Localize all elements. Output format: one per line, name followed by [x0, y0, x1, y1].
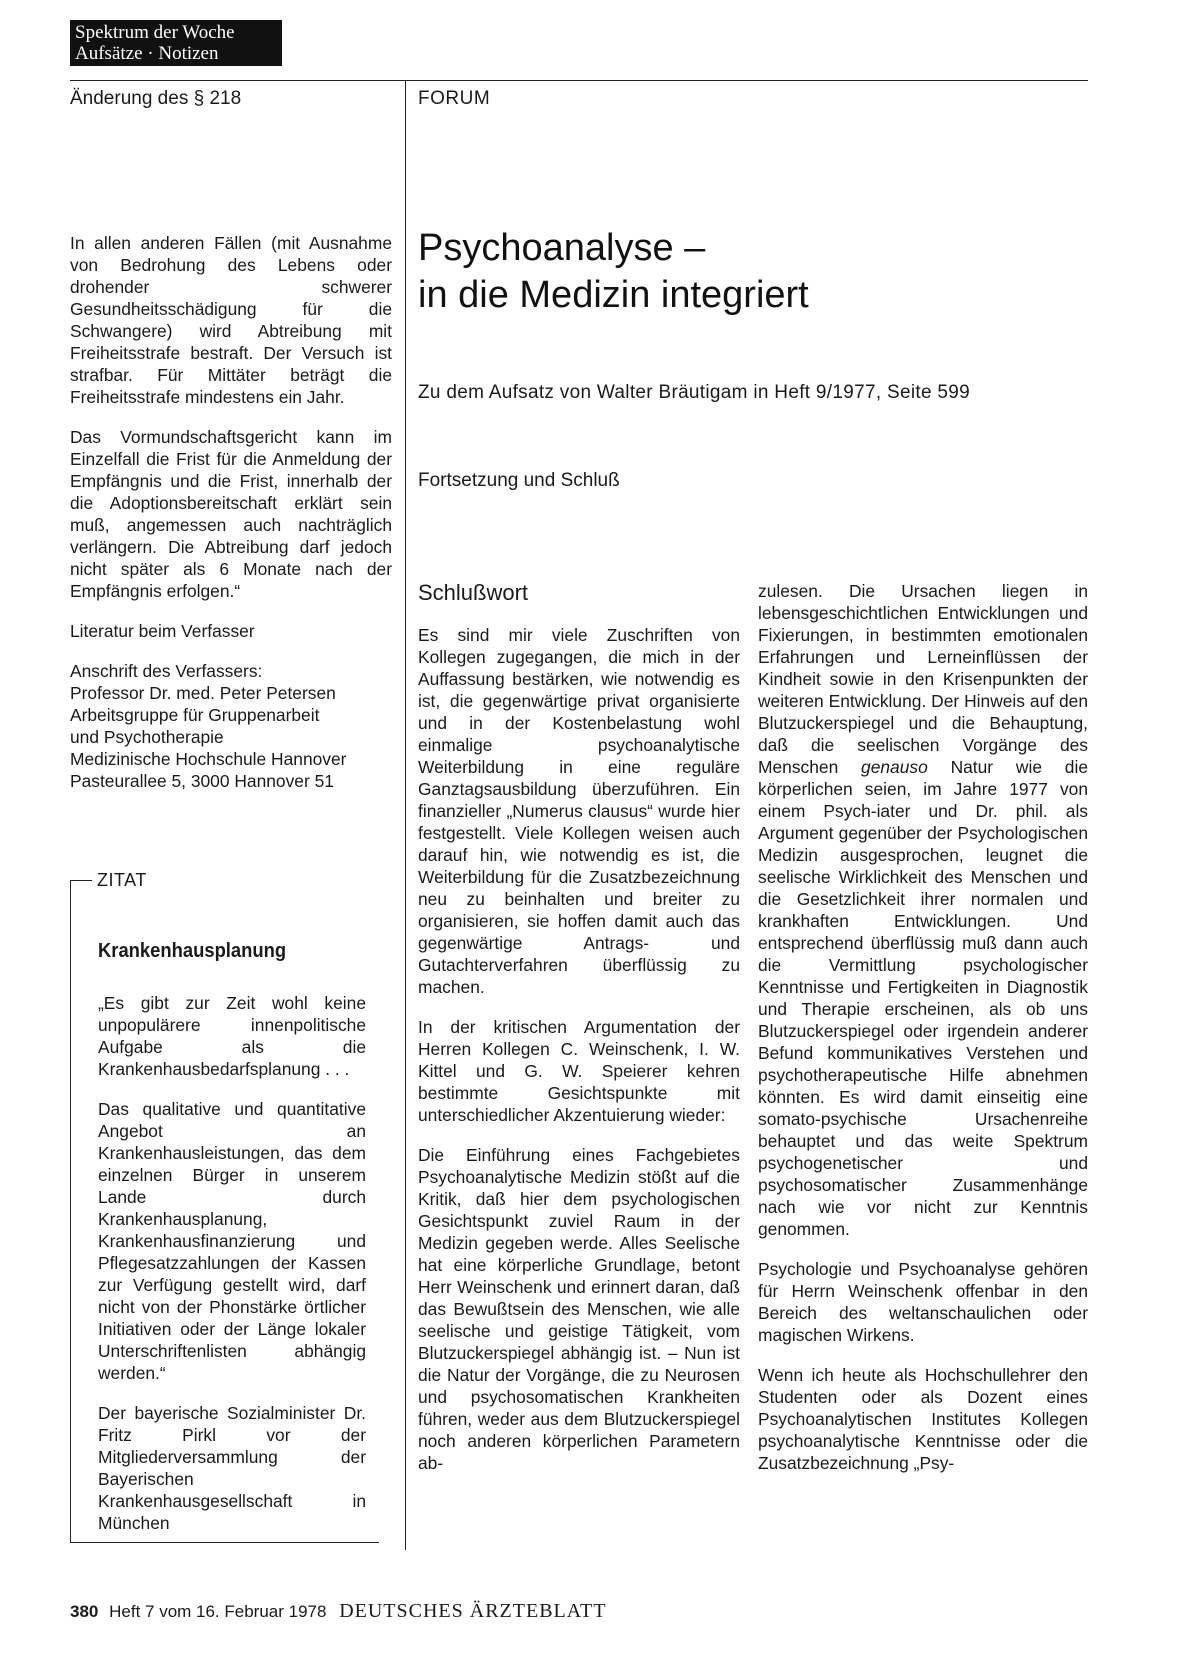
right-column	[758, 580, 1088, 1492]
address-line: Pasteurallee 5, 3000 Hannover 51	[70, 771, 334, 791]
paragraph	[758, 580, 1088, 1240]
title-line-1: Psychoanalyse –	[418, 227, 706, 269]
paragraph: Psychologie und Psychoanalyse gehören für Herrn Weinschenk offenbar in den Bereich des weltanschaulichen oder magischen Wirkens.	[758, 1259, 1088, 1345]
continuation-note: Fortsetzung und Schluß	[418, 470, 620, 491]
author-address	[70, 660, 392, 792]
text-run: Natur wie die körperlichen seien, im Jahre 1977 von einem Psych-iater und Dr. phil. als Argument gegenüber der Psychologischen Medizin ausgesprochen, leugnet die seelische Wirklichkeit des Menschen und die Gesetzlichkeit ihrer normalen und krankhaften Entwicklungen. Und entsprechend überflüssig muß dann auch die Vermittlung psychologischer Kenntnisse und Fertigkeiten in Diagnostik und Therapie erscheinen, als ob uns Blutzuckerspiegel oder irgendein anderer Befund kommunikatives Verstehen und psychotherapeutische Hilfe abnehmen könnten. Es wird damit einseitig eine somato-psychische Ursachenreihe behauptet und das weite Spektrum psychogenetischer und psychosomatischer Zusammenhänge nach wie vor nicht zur Kenntnis genommen.	[758, 757, 1088, 1239]
left-column	[70, 232, 392, 792]
badge-line-1: Spektrum der Woche	[75, 22, 235, 43]
left-heading: Änderung des § 218	[70, 88, 242, 109]
text-run: zulesen. Die Ursachen liegen in lebensgeschichtlichen Entwicklungen und Fixierungen, in bestimmten emotionalen Erfahrungen und Lerneinflüssen der Kindheit sowie in den Krisenpunkten der weiteren Entwicklung. Der Hinweis auf den Blutzuckerspiegel und die Behauptung, daß die seelischen Vorgänge des Menschen	[758, 581, 1088, 777]
top-rule	[70, 80, 1088, 81]
address-line: Medizinische Hochschule Hannover	[70, 749, 347, 769]
column-divider	[405, 80, 406, 1550]
section-badge	[70, 20, 282, 66]
paragraph: In der kritischen Argumentation der Herren Kollegen C. Weinschenk, I. W. Kittel und G. W. Speierer kehren bestimmte Gesichtspunkte mit unterschiedlicher Akzentuierung wieder:	[418, 1017, 740, 1125]
literature-note: Literatur beim Verfasser	[70, 621, 255, 641]
quote-paragraph: Das qualitative und quantitative Angebot an Krankenhausleistungen, das dem einzelnen Bürger in unserem Lande durch Krankenhausplanung, Krankenhausfinanzierung und Pflegesatzzahlungen der Kassen zur Verfügung gestellt wird, darf nicht von der Phonstärke örtlicher Initiativen oder der Länge lokaler Unterschriftenlisten abhängig werden.“	[98, 1099, 366, 1383]
paragraph: Wenn ich heute als Hochschullehrer den Studenten oder als Dozent eines Psychoanalytischen Institutes Kollegen psychoanalytische Kenntnisse oder die Zusatzbezeichnung „Psy-	[758, 1365, 1088, 1473]
address-line: Arbeitsgruppe für Gruppenarbeit	[70, 705, 320, 725]
paragraph: Die Einführung eines Fachgebietes Psychoanalytische Medizin stößt auf die Kritik, daß hier dem psychologischen Gesichtspunkt zuviel Raum in der Medizin gegeben werde. Alles Seelische hat eine körperliche Grundlage, betont Herr Weinschenk und erinnert daran, daß das Bewußtsein des Menschen, wie alle seelische und geistige Tätigkeit, vom Blutzuckerspiegel abhängig ist. – Nun ist die Natur der Vorgänge, die zu Neurosen und psychosomatischen Krankheiten führen, weder aus dem Blutzuckerspiegel noch anderen körperlichen Parametern ab-	[418, 1145, 740, 1473]
middle-column	[418, 624, 740, 1492]
quote-box-top-rule	[70, 880, 92, 881]
section-heading: Schlußwort	[418, 580, 529, 605]
emphasis: genauso	[861, 757, 928, 777]
paragraph: In allen anderen Fällen (mit Ausnahme von Bedrohung des Lebens oder drohender schwerer Gesundheitsschädigung für die Schwangere) wird Abtreibung mit Freiheitsstrafe bestraft. Der Versuch ist strafbar. Für Mittäter beträgt die Freiheitsstrafe mindestens ein Jahr.	[70, 233, 392, 407]
badge-line-2: Aufsätze · Notizen	[75, 43, 219, 64]
address-line: Professor Dr. med. Peter Petersen	[70, 683, 336, 703]
paragraph: Es sind mir viele Zuschriften von Kollegen zugegangen, die mich in der Auffassung bestärken, wie notwendig es ist, die gegenwärtige privat organisierte und in der Kostenbelastung wohl einmalige psychoanalytische Weiterbildung in eine reguläre Ganztagsausbildung überzuführen. Ein finanzieller „Numerus clausus“ wurde hier festgestellt. Viele Kollegen weisen auch darauf hin, wie notwendig es ist, die Weiterbildung für die Zusatzbezeichnung neu zu beinhalten und breiter zu organisieren, sie hoffen damit auch das gegenwärtige Antrags- und Gutachterverfahren überflüssig zu machen.	[418, 625, 740, 997]
magazine-name: DEUTSCHES ÄRZTEBLATT	[339, 1600, 607, 1622]
article-title	[418, 225, 1038, 319]
quote-label: ZITAT	[97, 870, 147, 890]
quote-attribution: Der bayerische Sozialminister Dr. Fritz Pirkl vor der Mitgliederversammlung der Bayerischen Krankenhausgesellschaft in München	[98, 1403, 366, 1533]
article-subtitle: Zu dem Aufsatz von Walter Bräutigam in Heft 9/1977, Seite 599	[418, 382, 970, 403]
section-label: FORUM	[418, 88, 491, 109]
quote-heading: Krankenhausplanung	[98, 940, 287, 962]
title-line-2: in die Medizin integriert	[418, 274, 809, 316]
issue-info: Heft 7 vom 16. Februar 1978	[109, 1602, 327, 1621]
quote-paragraph: „Es gibt zur Zeit wohl keine unpopulärere innenpolitische Aufgabe als die Krankenhausbedarfsplanung . . .	[98, 993, 366, 1079]
page-number: 380	[70, 1602, 99, 1621]
address-line: und Psychotherapie	[70, 727, 224, 747]
page-footer	[70, 1600, 606, 1623]
quote-text	[98, 992, 366, 1552]
address-label: Anschrift des Verfassers:	[70, 661, 263, 681]
paragraph: Das Vormundschaftsgericht kann im Einzelfall die Frist für die Anmeldung der Empfängnis und die Frist, innerhalb der die Adoptionsbereitschaft erklärt sein muß, angemessen auch nachträglich verlängern. Die Abtreibung darf jedoch nicht später als 6 Monate nach der Empfängnis erfolgen.“	[70, 427, 392, 601]
